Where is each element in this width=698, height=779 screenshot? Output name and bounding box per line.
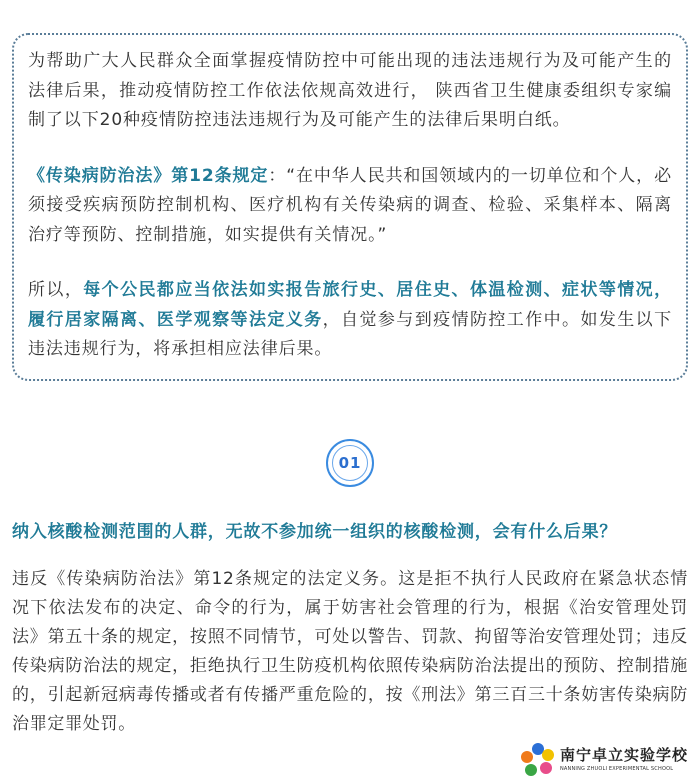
school-name	[560, 746, 688, 773]
intro-text: 为帮助广大人民群众全面掌握疫情防控中可能出现的违法违规行为及可能产生的法律后果，推动疫情防控工作依法依规高效进行， 陕西省卫生健康委组织专家编制了以下20种疫情防控违法违规行为及可能产生的法律后果明白纸。	[28, 51, 672, 130]
intro-paragraph	[28, 47, 672, 136]
law-citation: 《传染病防治法》第12条规定	[28, 165, 269, 186]
school-name-en: NANNING ZHUOLI EXPERIMENTAL SCHOOL	[559, 766, 674, 772]
duty-rest: ，自觉参与到疫情防控工作中。如发生以下违法违规行为，将承担相应法律后果。	[28, 309, 672, 359]
duty-highlight: 每个公民都应当依法如实报告旅行史、居住史、体温检测、症状等情况，履行居家隔离、医学观察等法定义务	[28, 280, 672, 330]
flower-logo-icon	[519, 741, 557, 779]
intro-box	[12, 33, 688, 381]
law-quote: ：“在中华人民共和国领域内的一切单位和个人，必须接受疾病预防控制机构、医疗机构有关传染病的调查、检验、采集样本、隔离治疗等预防、控制措施，如实提供有关情况。”	[28, 165, 672, 245]
duty-prefix: 所以，	[28, 280, 84, 300]
duty-paragraph	[28, 276, 672, 365]
section-question: 纳入核酸检测范围的人群，无故不参加统一组织的核酸检测，会有什么后果？	[12, 521, 618, 542]
school-name-cn: 南宁卓立实验学校	[559, 746, 688, 764]
law-quote-paragraph	[28, 162, 672, 251]
section-answer: 违反《传染病防治法》第12条规定的法定义务。这是拒不执行人民政府在紧急状态情况下依法发布的决定、命令的行为，属于妨害社会管理的行为，根据《治安管理处罚法》第五十条的规定，按照不同情节，可处以警告、罚款、拘留等治安管理处罚；违反传染病防治法的规定，拒绝执行卫生防疫机构依照传染病防治法提出的预防、控制措施的，引起新冠病毒传播或者有传播严重危险的，按《刑法》第三百三十条妨害传染病防治罪定罪处罚。	[12, 568, 688, 734]
section-number-badge	[326, 439, 374, 487]
section-number: 01	[332, 445, 368, 481]
school-watermark	[12, 741, 688, 779]
